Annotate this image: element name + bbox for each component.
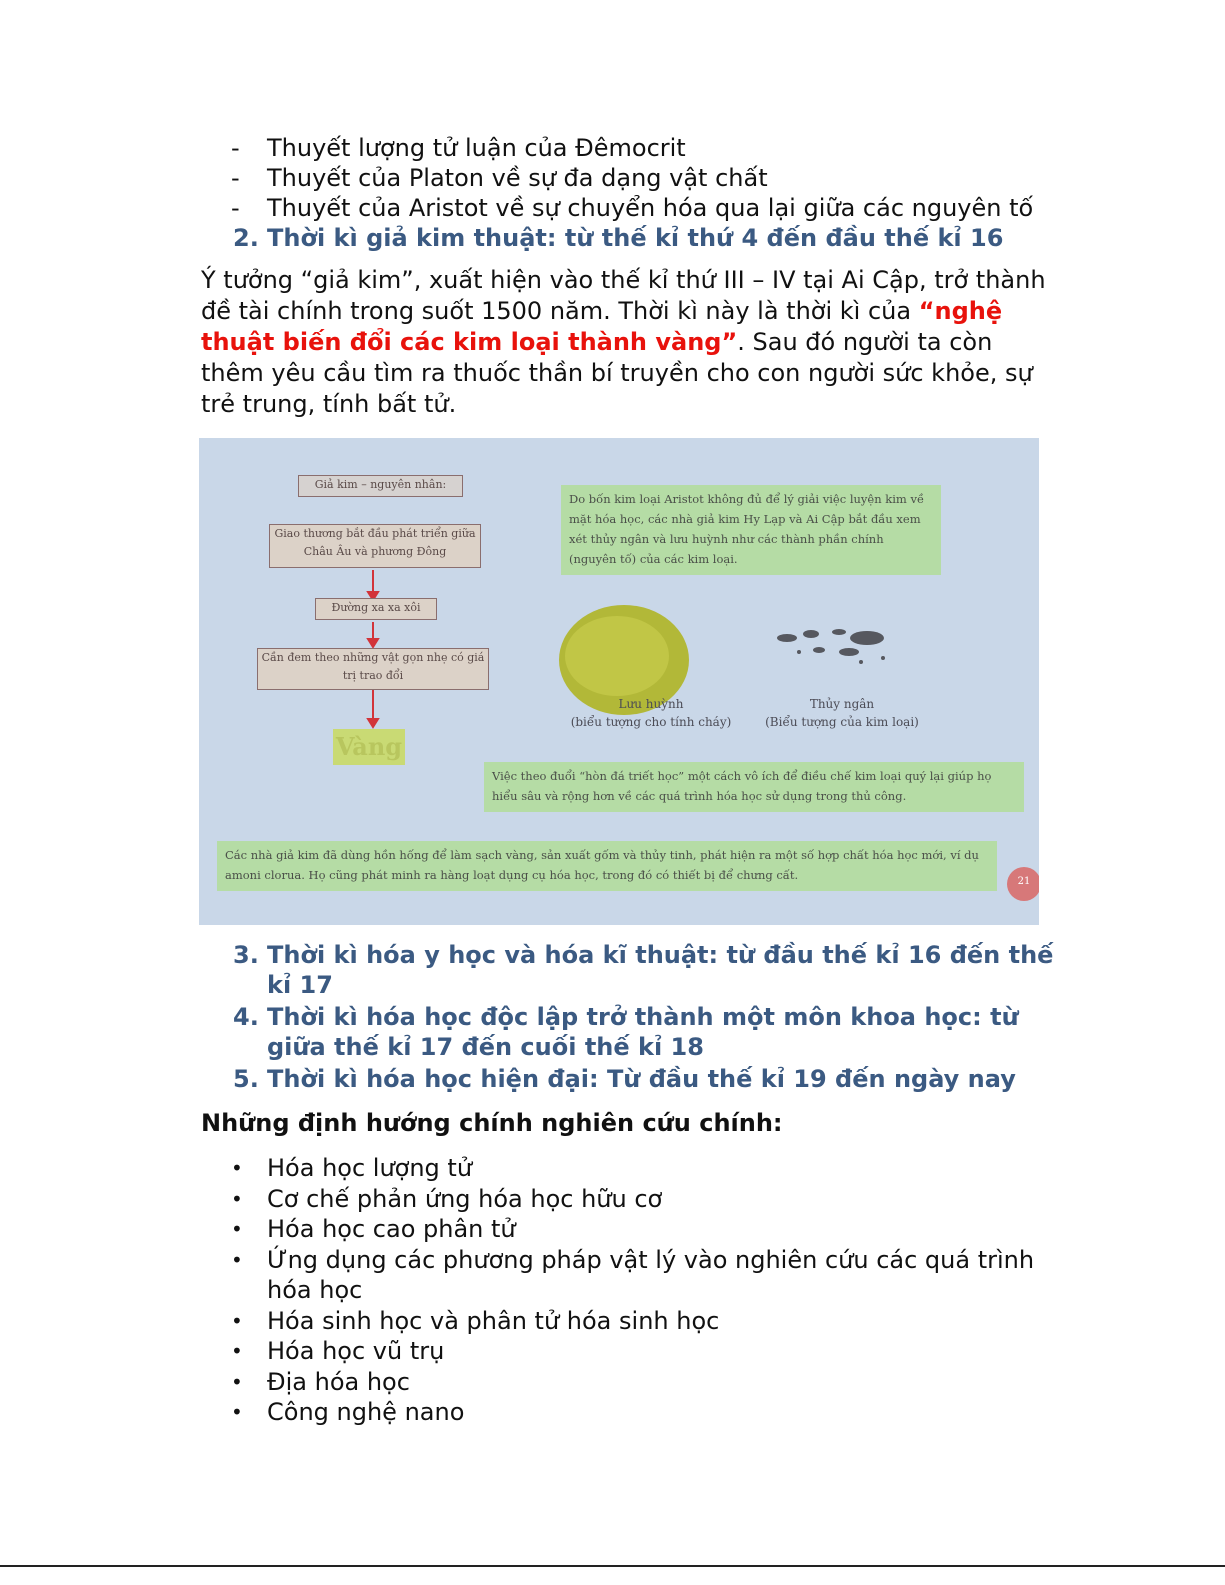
alchemy-paragraph: Ý tưởng “giả kim”, xuất hiện vào thế kỉ thứ III – IV tại Ai Cập, trở thành đề tài chính trong suốt 1500 năm. Thời kì này là thời kì của “nghệ thuật biến đổi các kim loại thành vàng”. Sau đó người ta còn thêm yêu cầu tìm ra thuốc thần bí truyền cho con người sức khỏe, sự trẻ trung, tính bất tử. <box>201 266 1046 418</box>
section-heading: 3. Thời kì hóa y học và hóa kĩ thuật: từ đầu thế kỉ 16 đến thế kỉ 17 <box>233 941 1054 999</box>
mercury-caption: Thủy ngân (Biểu tượng của kim loại) <box>765 697 919 729</box>
gold-label: Vàng <box>333 729 405 765</box>
theory-list <box>201 133 1061 223</box>
list-item: • Ứng dụng các phương pháp vật lý vào nghiên cứu các quá trình hóa học <box>231 1245 1035 1304</box>
slide-page-number: 21 <box>1017 876 1031 887</box>
diagram-box-carry: Cần đem theo những vật gọn nhẹ có giá trị trao đổi <box>257 648 489 690</box>
note-alchemists: Các nhà giả kim đã dùng hồn hống để làm sạch vàng, sản xuất gốm và thủy tinh, phát hiện ra một số hợp chất hóa học mới, ví dụ amoni clorua. Họ cũng phát minh ra hàng loạt dụng cụ hóa học, trong đó có thiết bị để chưng cất. <box>217 841 997 891</box>
section-headings <box>201 940 1061 1094</box>
section-heading: 5. Thời kì hóa học hiện đại: Từ đầu thế kỉ 19 đến ngày nay <box>233 1065 1016 1093</box>
diagram-box-distance: Đường xa xa xôi <box>315 598 437 620</box>
list-item: • Hóa học vũ trụ <box>231 1337 445 1365</box>
list-item: • Hóa học cao phân tử <box>231 1215 516 1243</box>
page-bottom-rule <box>0 1565 1225 1567</box>
list-item: • Hóa sinh học và phân tử hóa sinh học <box>231 1306 720 1335</box>
directions-title: Những định hướng chính nghiên cứu chính: <box>201 1109 783 1137</box>
note-philosopher-stone: Việc theo đuổi “hòn đá triết học” một cách vô ích để điều chế kim loại quý lại giúp họ hiểu sâu và rộng hơn về các quá trình hóa học sử dụng trong thủ công. <box>484 762 1024 812</box>
list-item: • Hóa học lượng tử <box>231 1154 473 1182</box>
list-item: • Địa hóa học <box>231 1367 410 1396</box>
list-item: • Cơ chế phản ứng hóa học hữu cơ <box>231 1184 663 1213</box>
note-four-elements: Do bốn kim loại Aristot không đủ để lý giải việc luyện kim về mặt hóa học, các nhà giả kim Hy Lạp và Ai Cập bắt đầu xem xét thủy ngân và lưu huỳnh như các thành phần chính (nguyên tố) của các kim loại. <box>561 485 941 575</box>
document-page-lower <box>201 940 1061 1428</box>
section-heading: 4. Thời kì hóa học độc lập trở thành một môn khoa học: từ giữa thế kỉ 17 đến cuối thế kỉ 18 <box>233 1003 1019 1061</box>
list-item: - Thuyết của Aristot về sự chuyển hóa qua lại giữa các nguyên tố <box>231 194 1034 222</box>
diagram-box-trade: Giao thương bắt đầu phát triển giữa Châu Âu và phương Đông <box>269 524 481 568</box>
list-item: - Thuyết của Platon về sự đa dạng vật chất <box>231 164 768 192</box>
sulfur-caption: Lưu huỳnh (biểu tượng cho tính cháy) <box>570 697 732 729</box>
directions-list <box>201 1153 1061 1428</box>
highlight-phrase: “nghệ thuật biến đổi các kim loại thành vàng” <box>201 297 1003 356</box>
list-item: • Công nghệ nano <box>231 1398 465 1426</box>
diagram-title-box: Giả kim – nguyên nhân: <box>298 475 463 497</box>
list-item: - Thuyết lượng tử luận của Đêmocrit <box>231 134 686 162</box>
alchemy-slide-image <box>199 438 1039 925</box>
document-page <box>201 128 1061 420</box>
section-heading-2: 2. Thời kì giả kim thuật: từ thế kỉ thứ 4 đến đầu thế kỉ 16 <box>233 224 1004 252</box>
